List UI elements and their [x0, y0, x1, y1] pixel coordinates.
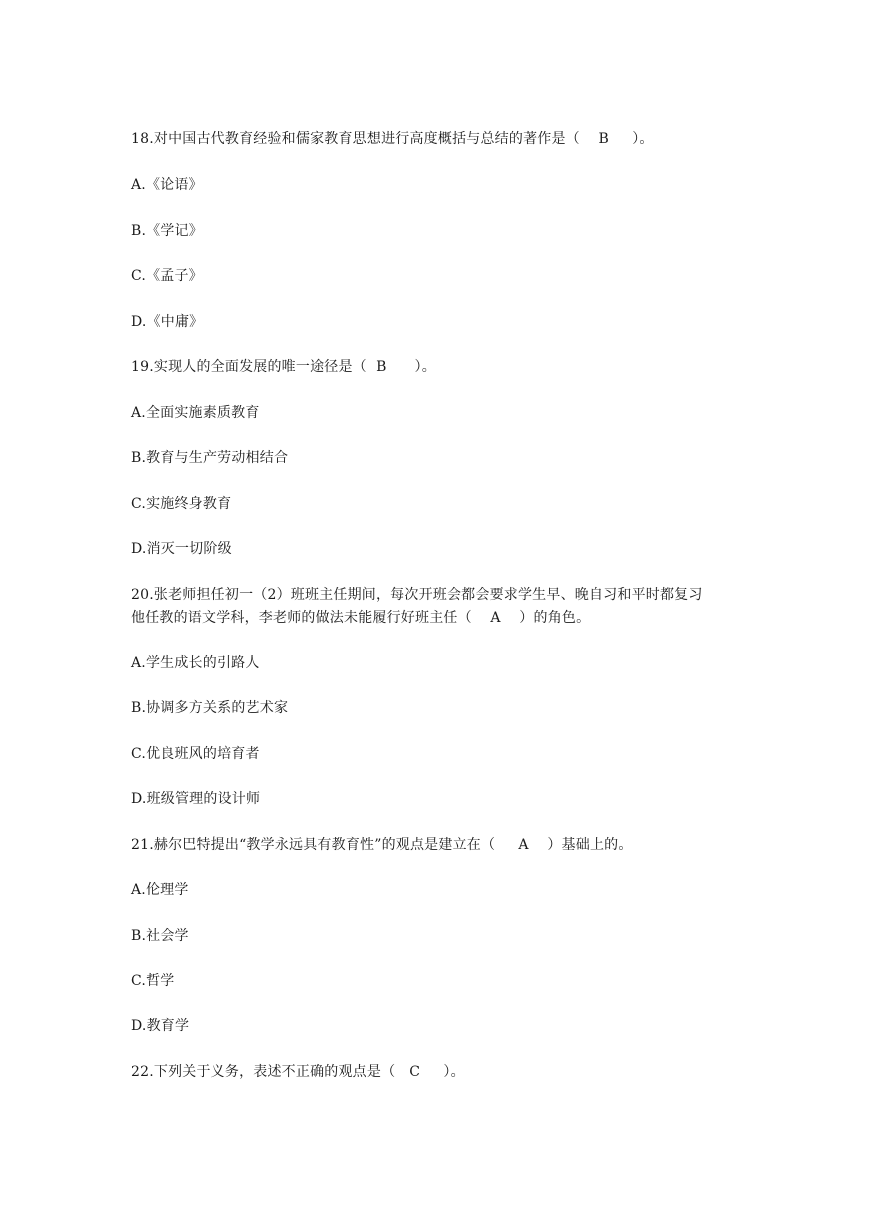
question-20-option-a: A.学生成长的引路人 [131, 655, 260, 671]
question-20-option-c: C.优良班风的培育者 [131, 746, 260, 762]
question-21-option-c: C.哲学 [131, 973, 175, 989]
question-19-option-c: C.实施终身教育 [131, 496, 232, 512]
question-20-option-d: D.班级管理的设计师 [131, 791, 261, 807]
question-19-option-b: B.教育与生产劳动相结合 [131, 450, 289, 466]
question-21-option-a: A.伦理学 [131, 882, 189, 898]
question-18-stem: 18.对中国古代教育经验和儒家教育思想进行高度概括与总结的著作是（ B ）。 [131, 131, 654, 147]
question-21-stem: 21.赫尔巴特提出“教学永远具有教育性”的观点是建立在（ A ）基础上的。 [131, 837, 633, 853]
question-22-stem: 22.下列关于义务，表述不正确的观点是（ C ）。 [131, 1064, 465, 1080]
question-20-stem-line-1: 20.张老师担任初一（2）班班主任期间，每次开班会都会要求学生早、晚自习和平时都复习 [131, 587, 703, 603]
question-18-option-b: B.《学记》 [131, 223, 203, 239]
question-18-option-c: C.《孟子》 [131, 268, 203, 284]
question-19-stem: 19.实现人的全面发展的唯一途径是（ B ）。 [131, 359, 436, 375]
question-19-option-d: D.消灭一切阶级 [131, 541, 232, 557]
question-20-stem-line-2: 他任教的语文学科，李老师的做法未能履行好班主任（ A ）的角色。 [131, 610, 591, 626]
question-18-option-d: D.《中庸》 [131, 314, 204, 330]
question-18-option-a: A.《论语》 [131, 177, 203, 193]
question-19-option-a: A.全面实施素质教育 [131, 405, 260, 421]
question-21-option-d: D.教育学 [131, 1018, 190, 1034]
question-21-option-b: B.社会学 [131, 928, 189, 944]
question-20-option-b: B.协调多方关系的艺术家 [131, 700, 289, 716]
